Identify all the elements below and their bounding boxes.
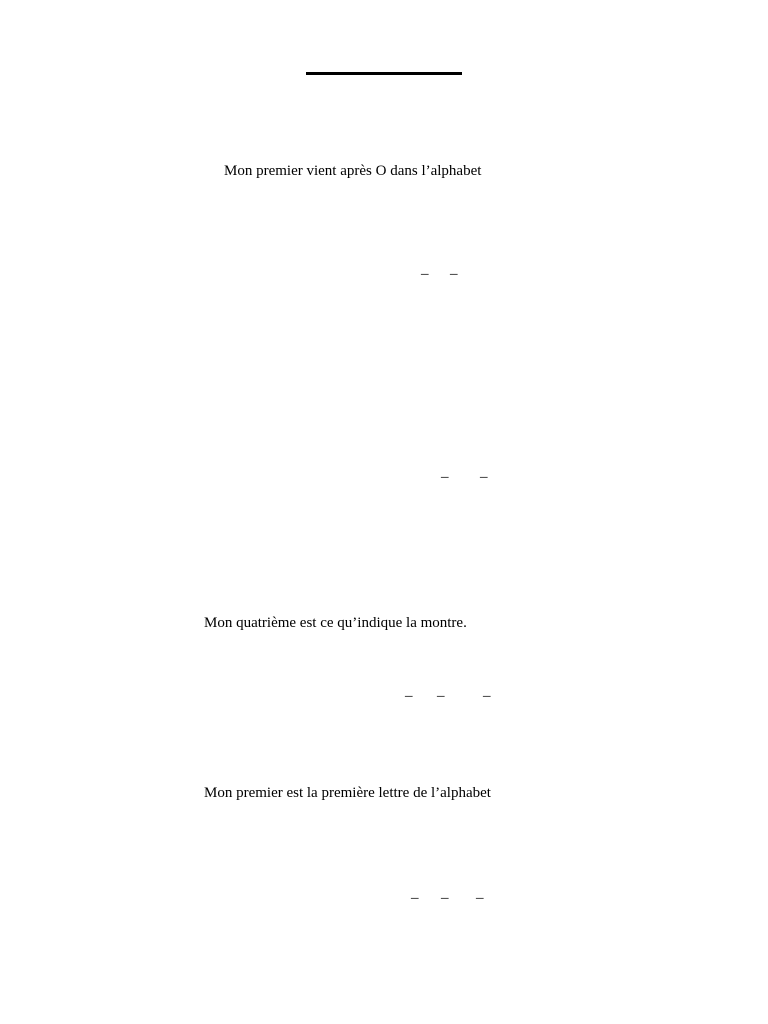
- riddle-3-blank-3: _: [483, 683, 491, 699]
- riddle-2-blank-2: _: [480, 464, 488, 480]
- riddle-4-blank-2: _: [441, 885, 449, 901]
- riddle-2-blank-1: _: [441, 464, 449, 480]
- riddle-4-clue: Mon premier est la première lettre de l’alphabet: [204, 785, 491, 801]
- riddle-3-blank-1: _: [405, 683, 413, 699]
- riddle-1-blank-1: _: [421, 261, 429, 277]
- riddle-4-blank-1: _: [411, 885, 419, 901]
- riddle-1-blank-2: _: [450, 261, 458, 277]
- riddle-3-blank-2: _: [437, 683, 445, 699]
- riddle-4-blank-3: _: [476, 885, 484, 901]
- riddle-3-clue: Mon quatrième est ce qu’indique la montre.: [204, 615, 467, 631]
- title-rule: [306, 72, 462, 75]
- riddle-1-clue: Mon premier vient après O dans l’alphabet: [224, 163, 482, 179]
